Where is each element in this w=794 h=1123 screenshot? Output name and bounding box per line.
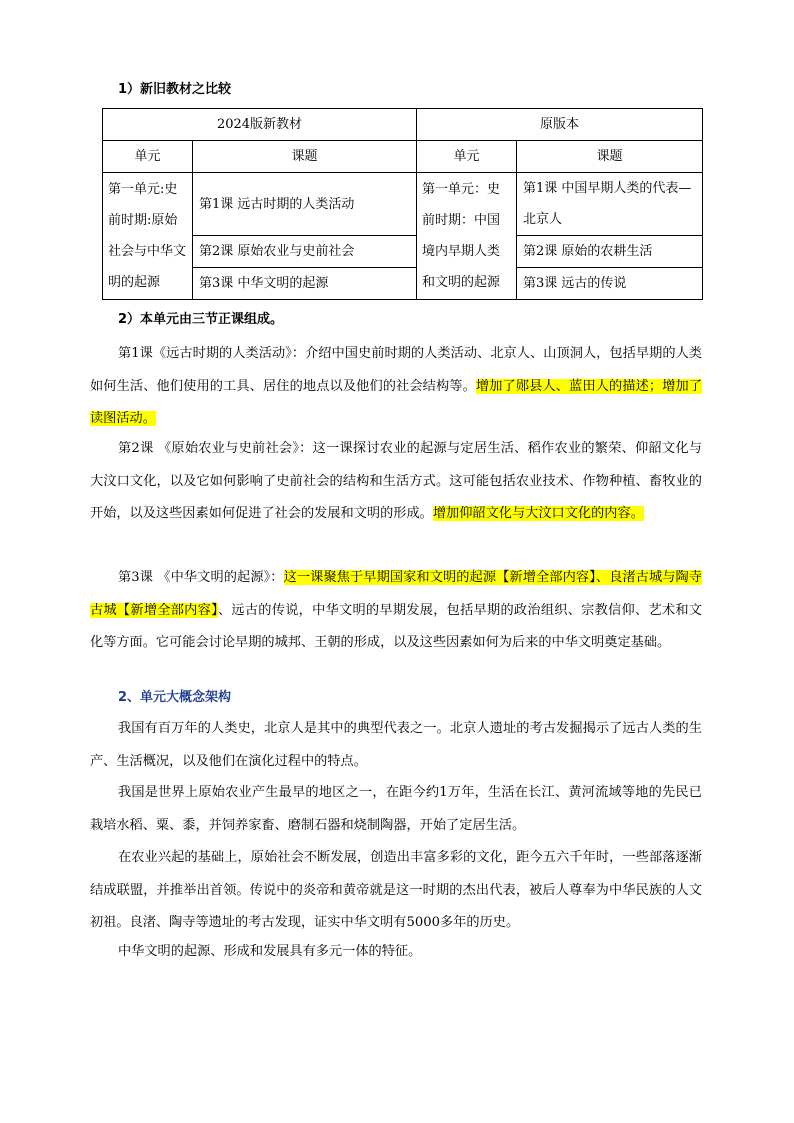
lesson1-text: 第1课《远古时期的人类活动》：介绍中国史前时期的人类活动、北京人、山顶洞人，包括早期的人类如何生活、他们使用的工具、居住的地点以及他们的社会结构等。 [90, 346, 702, 394]
lesson2-text: 第2课 《原始农业与史前社会》：这一课探讨农业的起源与定居生活、稻作农业的繁荣、仰韶文化与大汶口文化，以及它如何影响了史前社会的结构和生活方式。这可能包括农业技术、作物种植、畜牧业的开始，以及这些因素如何促进了社会的发展和文明的形成。 [90, 441, 702, 521]
old-unit-cell: 第一单元：史前时期：中国境内早期人类和文明的起源 [417, 173, 517, 300]
lesson3-text: 、远古的传说，中华文明的早期发展，包括早期的政治组织、宗教信仰、艺术和文化等方面。它可能会讨论早期的城邦、王朝的形成，以及这些因素如何为后来的中华文明奠定基础。 [90, 602, 702, 650]
new-unit-col-header: 单元 [103, 141, 193, 173]
concept-paragraph-3: 在农业兴起的基础上，原始社会不断发展，创造出丰富多彩的文化，距今五六千年时，一些部落逐渐结成联盟，并推举出首领。传说中的炎帝和黄帝就是这一时期的杰出代表，被后人尊奉为中华民族的人文初祖。良渚、陶寺等遗址的考古发现，证实中华文明有5000多年的历史。 [90, 850, 702, 930]
old-topic-col-header: 课题 [517, 141, 703, 173]
new-lesson-1: 第1课 远古时期的人类活动 [193, 173, 417, 236]
lesson2-highlight: 增加仰韶文化与大汶口文化的内容。 [432, 506, 644, 521]
new-unit-cell: 第一单元:史前时期:原始社会与中华文明的起源 [103, 173, 193, 300]
concept-paragraph-1: 我国有百万年的人类史，北京人是其中的典型代表之一。北京人遗址的考古发掘揭示了远古人类的生产、生活概况，以及他们在演化过程中的特点。 [90, 721, 702, 769]
lesson3-paragraph [90, 562, 702, 660]
section-heading-comparison: 1）新旧教材之比较 [118, 82, 232, 97]
new-edition-header: 2024版新教材 [103, 109, 417, 141]
old-lesson-3: 第3课 远古的传说 [517, 268, 703, 300]
lesson3-highlight: 这一课聚焦于早期国家和文明的起源【新增全部内容】、良渚古城与陶寺古城【新增全部内容】 [90, 570, 702, 618]
old-lesson-2: 第2课 原始的农耕生活 [517, 236, 703, 268]
old-edition-header: 原版本 [417, 109, 703, 141]
lesson3-prefix: 第3课 《中华文明的起源》： [118, 570, 284, 585]
concept-paragraph-4: 中华文明的起源、形成和发展具有多元一体的特征。 [118, 944, 422, 959]
lesson2-paragraph [90, 433, 702, 531]
lesson1-highlight: 增加了郧县人、蓝田人的描述；增加了读图活动。 [90, 378, 703, 426]
new-topic-col-header: 课题 [193, 141, 417, 173]
old-lesson-1: 第1课 中国早期人类的代表—北京人 [517, 173, 703, 236]
section-heading-lessons: 2）本单元由三节正课组成。 [118, 312, 284, 327]
section-heading-big-concept: 2、单元大概念架构 [118, 690, 232, 705]
old-unit-col-header: 单元 [417, 141, 517, 173]
comparison-table [102, 108, 703, 300]
concept-paragraph-2: 我国是世界上原始农业产生最早的地区之一，在距今约1万年，生活在长江、黄河流域等地的先民已栽培水稻、粟、黍，并饲养家畜、磨制石器和烧制陶器，开始了定居生活。 [90, 785, 702, 833]
new-lesson-3: 第3课 中华文明的起源 [193, 268, 417, 300]
new-lesson-2: 第2课 原始农业与史前社会 [193, 236, 417, 268]
lesson1-paragraph [90, 338, 702, 436]
